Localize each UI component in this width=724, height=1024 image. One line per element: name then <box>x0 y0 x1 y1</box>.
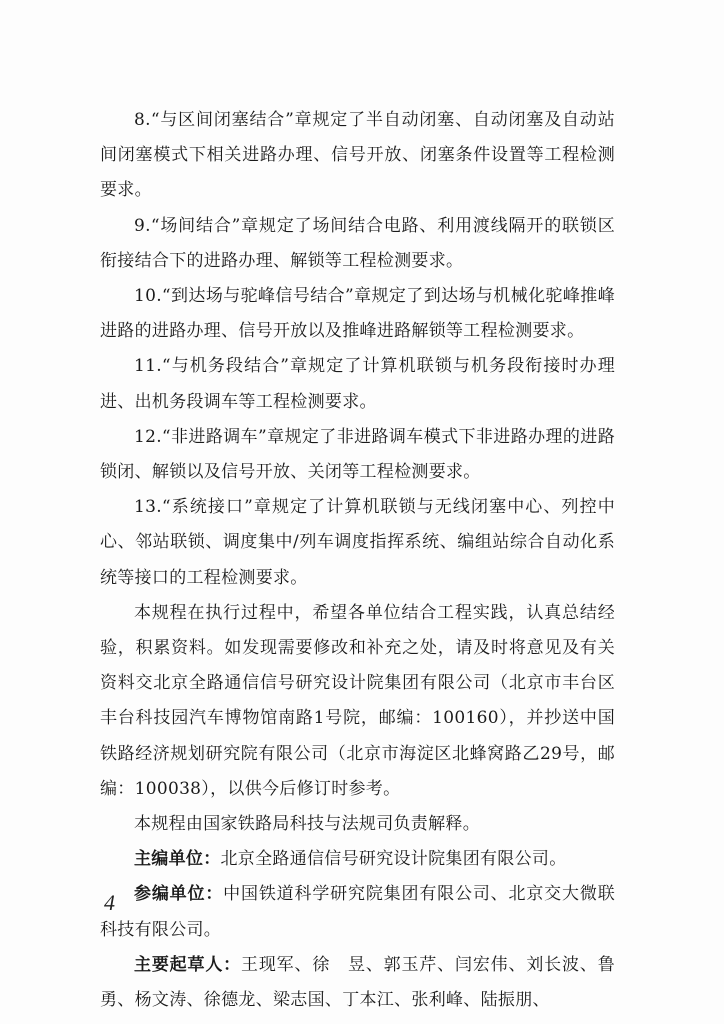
chief-editor-value: 北京全路通信信号研究设计院集团有限公司。 <box>220 849 567 870</box>
paragraph-item-13: 13.“系统接口”章规定了计算机联锁与无线闭塞中心、列控中心、邻站联锁、调度集中/列车调度指挥系统、编组站综合自动化系统等接口的工程检测要求。 <box>100 497 615 588</box>
paragraph-item-9: 9.“场间结合”章规定了场间结合电路、利用渡线隔开的联锁区衔接结合下的进路办理、解锁等工程检测要求。 <box>100 215 615 271</box>
participating-units-line <box>100 877 615 947</box>
body-text <box>100 103 633 1018</box>
chief-editor-label: 主编单位： <box>134 849 221 870</box>
paragraph-item-12: 12.“非进路调车”章规定了非进路调车模式下非进路办理的进路锁闭、解锁以及信号开放、关闭等工程检测要求。 <box>100 426 615 483</box>
paragraph-item-11: 11.“与机务段结合”章规定了计算机联锁与机务段衔接时办理进、出机务段调车等工程检测要求。 <box>100 356 615 412</box>
paragraph-feedback: 本规程在执行过程中，希望各单位结合工程实践，认真总结经验，积累资料。如发现需要修改和补充之处，请及时将意见及有关资料交北京全路通信信号研究设计院集团有限公司（北京市丰台区丰台科技园汽车博物馆南路1号院，邮编：100160），并抄送中国铁路经济规划研究院有限公司（北京市海淀区北蜂窝路乙29号，邮编：100038），以供今后修订时参考。 <box>100 602 615 799</box>
main-drafters-line <box>100 948 633 1018</box>
main-drafters-value: 王现军、徐 昱、郭玉芹、闫宏伟、刘长波、鲁 勇、杨文涛、徐德龙、梁志国、丁本江、张利峰、陆振朋、 <box>100 954 633 1011</box>
page-number: 4 <box>104 890 115 915</box>
participating-units-label: 参编单位： <box>134 884 224 905</box>
paragraph-item-10: 10.“到达场与驼峰信号结合”章规定了到达场与机械化驼峰推峰进路的进路办理、信号开放以及推峰进路解锁等工程检测要求。 <box>100 286 615 342</box>
paragraph-item-8: 8.“与区间闭塞结合”章规定了半自动闭塞、自动闭塞及自动站间闭塞模式下相关进路办理、信号开放、闭塞条件设置等工程检测要求。 <box>100 110 615 201</box>
participating-units-value: 中国铁道科学研究院集团有限公司、北京交大微联科技有限公司。 <box>100 884 615 940</box>
main-drafters-label: 主要起草人： <box>134 954 242 975</box>
chief-editor-line <box>100 842 615 877</box>
paragraph-interpretation: 本规程由国家铁路局科技与法规司负责解释。 <box>134 814 480 835</box>
